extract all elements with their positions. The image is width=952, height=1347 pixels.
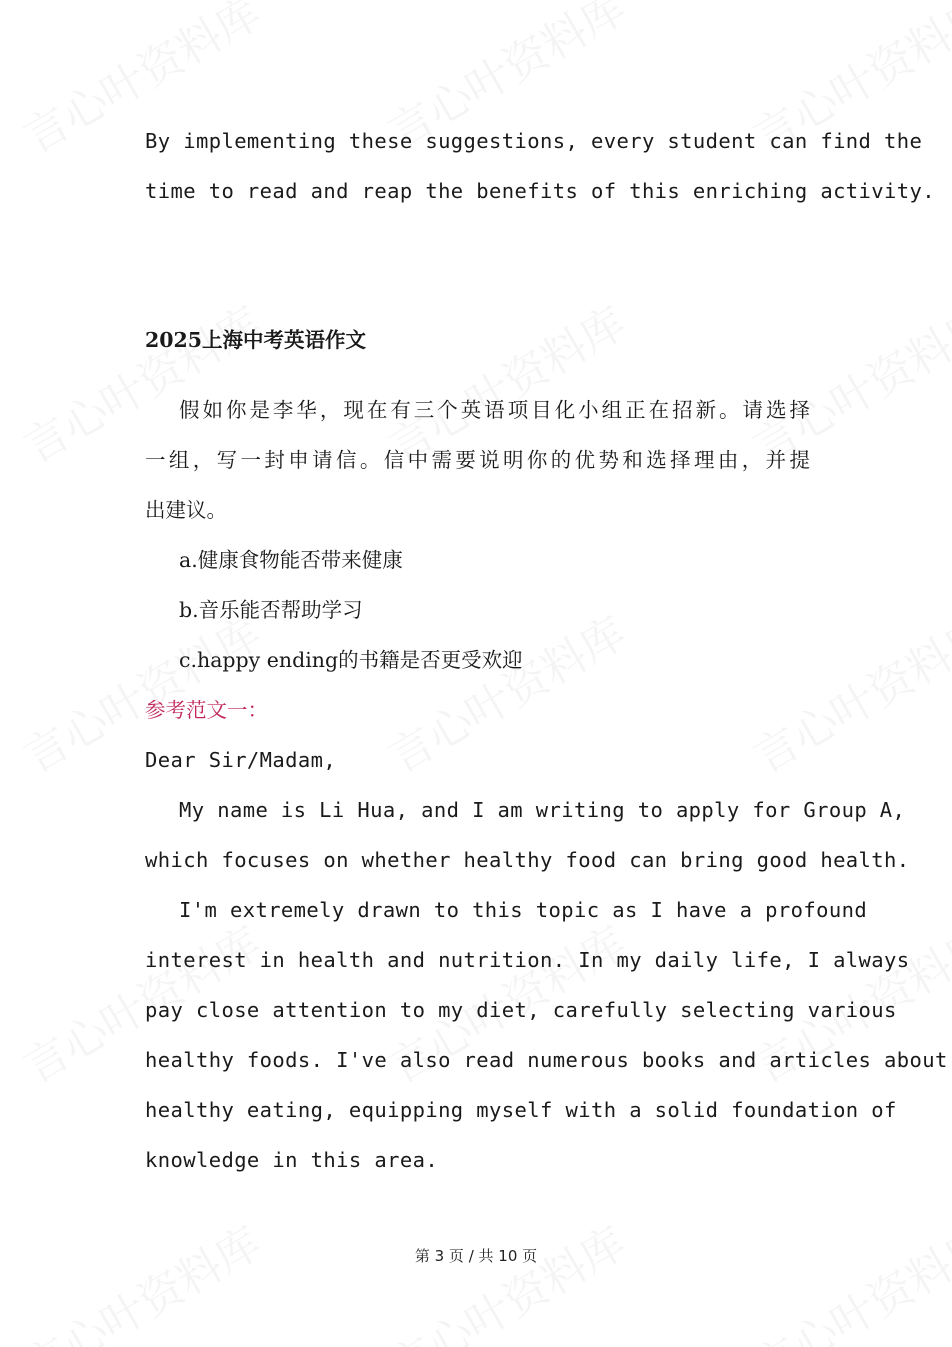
body-paragraph-line: which focuses on whether healthy food can bring good health. [145,848,910,872]
body-paragraph-line: I'm extremely drawn to this topic as I have a profound [179,898,868,922]
option-a: a.健康食物能否带来健康 [179,548,403,572]
option-b: b.音乐能否帮助学习 [179,598,363,622]
greeting: Dear Sir/Madam, [145,748,337,772]
body-paragraph-line: interest in health and nutrition. In my daily life, I always [145,948,910,972]
prompt-line: 出建议。 [145,498,227,522]
body-paragraph-line: healthy foods. I've also read numerous books and articles about [145,1048,948,1072]
body-paragraph-line: healthy eating, equipping myself with a solid foundation of [145,1098,897,1122]
option-c: c.happy ending的书籍是否更受欢迎 [179,648,523,672]
page-number-footer: 第 3 页 / 共 10 页 [414,1247,538,1265]
watermark [740,1208,952,1347]
section-title: 2025上海中考英语作文 [145,328,367,352]
body-paragraph-line: My name is Li Hua, and I am writing to apply for Group A, [179,798,906,822]
body-paragraph-line: knowledge in this area. [145,1148,439,1172]
sample-essay-label: 参考范文一： [145,698,268,722]
prompt-line: 一组，写一封申请信。信中需要说明你的优势和选择理由，并提 [145,448,810,472]
closing-paragraph-line: By implementing these suggestions, every student can find the [145,129,923,153]
prompt-line: 假如你是李华，现在有三个英语项目化小组正在招新。请选择 [179,398,810,422]
closing-paragraph-line: time to read and reap the benefits of this enriching activity. [145,179,936,203]
watermark [375,1208,636,1347]
body-paragraph-line: pay close attention to my diet, carefully selecting various [145,998,897,1022]
watermark [10,1208,271,1347]
